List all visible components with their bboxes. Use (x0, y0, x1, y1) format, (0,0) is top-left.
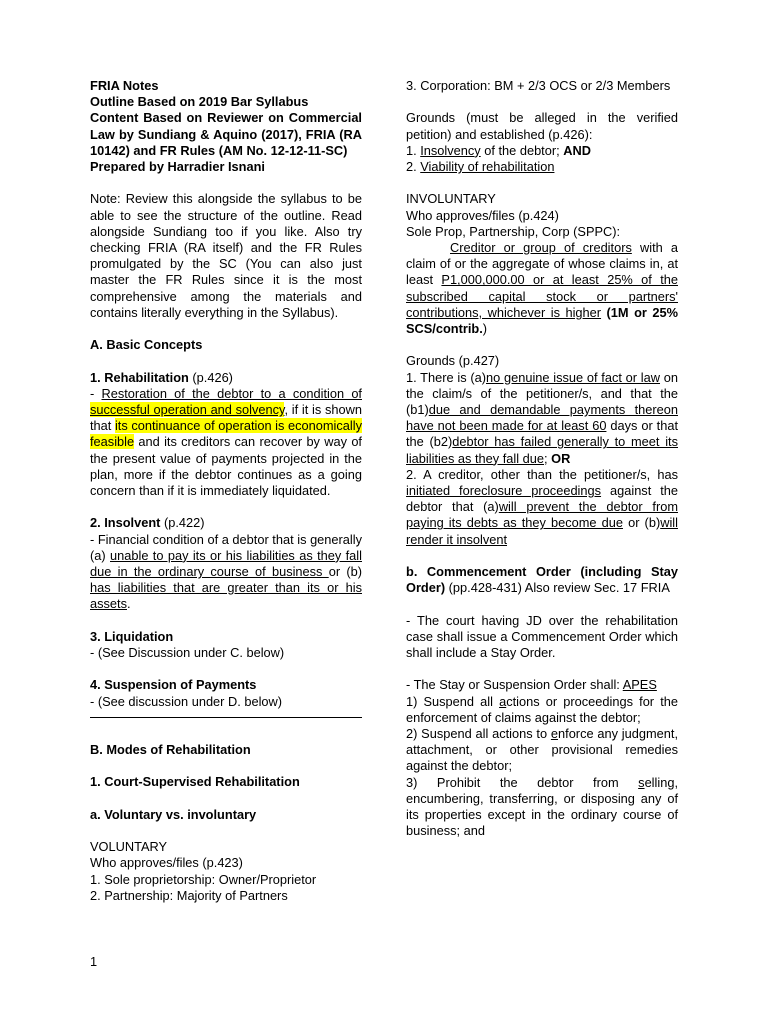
highlighted-text: its continuance of operation is economically feasible (90, 418, 362, 450)
underlined-text: Viability of rehabilitation (420, 159, 555, 174)
text-run: 3) Prohibit the debtor from (406, 774, 639, 790)
stay-order-apes (406, 677, 678, 693)
involuntary-who-files: Who approves/files (p.424) (406, 207, 559, 223)
text-run: 1. (406, 142, 421, 158)
stay-order-item-3 (406, 775, 678, 840)
doc-subtitle-outline: Outline Based on 2019 Bar Syllabus (90, 94, 309, 110)
underlined-text: P1,000,000.00 or at least 25% of the subscribed capital stock or partners' contributions, whichever is higher (406, 272, 678, 320)
involuntary-ground-2 (406, 467, 678, 548)
insolvent-heading (90, 515, 362, 531)
voluntary-vs-involuntary-heading: a. Voluntary vs. involuntary (90, 806, 257, 822)
stay-order-item-1 (406, 694, 678, 726)
grounds-involuntary-heading: Grounds (p.427) (406, 353, 500, 369)
text-run: - (90, 385, 102, 401)
text-run: or (b) (328, 564, 362, 580)
text-run: ) (482, 321, 488, 337)
page-number: 1 (90, 954, 98, 969)
text-run: against the debtor that (a) (406, 483, 679, 515)
section-b-heading: B. Modes of Rehabilitation (90, 742, 251, 758)
text-run: days or that the (b2) (406, 418, 678, 450)
underlined-text: Creditor or group of creditors (450, 240, 632, 255)
insolvent-definition (90, 532, 362, 613)
text-run: with a claim of or the aggregate of whose claims in, at least (406, 240, 678, 288)
doc-title: FRIA Notes (90, 78, 159, 93)
court-supervised-heading: 1. Court-Supervised Rehabilitation (90, 774, 300, 790)
bold-text: OR (551, 450, 571, 466)
section-divider (90, 717, 362, 718)
voluntary-item-3: 3. Corporation: BM + 2/3 OCS or 2/3 Members (406, 78, 671, 93)
text-run: on the claim/s of the petitioner/s, and that the (b1) (406, 369, 678, 418)
underlined-text: no genuine issue of fact or law (486, 369, 661, 385)
underlined-text: a (499, 693, 507, 709)
underlined-text: debtor has failed generally to meet its liabilities as they fall due (406, 434, 678, 466)
grounds-voluntary-heading: Grounds (must be alleged in the verified petition) and established (p.426): (406, 110, 678, 142)
highlighted-text: successful operation and solvency (90, 402, 285, 418)
doc-author: Prepared by Harradier Isnani (90, 159, 265, 175)
underlined-text: Insolvency (420, 142, 481, 158)
suspension-heading: 4. Suspension of Payments (90, 677, 257, 693)
underlined-text: initiated foreclosure proceedings (406, 483, 602, 499)
insolvent-page-ref: (p.422) (160, 515, 205, 531)
underlined-text: will render it insolvent (406, 515, 678, 547)
text-run: 1) Suspend all (406, 693, 500, 709)
voluntary-item-2: 2. Partnership: Majority of Partners (90, 887, 288, 903)
liquidation-note: - (See Discussion under C. below) (90, 645, 285, 661)
text-run: or (b) (622, 515, 661, 531)
ground-viability (406, 159, 678, 175)
stay-order-item-2 (406, 726, 678, 775)
rehabilitation-heading (90, 370, 362, 386)
insolvent-label: 2. Insolvent (90, 515, 161, 531)
underlined-text: APES (622, 677, 657, 693)
liquidation-heading: 3. Liquidation (90, 628, 174, 644)
text-run: 1. There is (a) (406, 369, 486, 385)
underlined-text: due and demandable payments thereon have not been made for at least 60 (406, 402, 678, 434)
voluntary-who-files: Who approves/files (p.423) (90, 855, 243, 871)
underlined-text: e (550, 726, 559, 742)
underlined-text: unable to pay its or his liabilities as they fall due in the ordinary course of business (90, 547, 362, 580)
bold-text: (1M or 25% SCS/contrib. (406, 304, 678, 337)
suspension-note: - (See discussion under D. below) (90, 693, 283, 709)
underlined-text: s (638, 774, 645, 790)
text-run: and its creditors can recover by way of the present value of payments projected in the plan, more if the debtor continues as a going concern than if it is immediately liquidated. (90, 434, 362, 499)
commencement-order-description: - The court having JD over the rehabilitation case shall issue a Commencement Order which shall include a Stay Order. (406, 612, 678, 661)
rehabilitation-label: 1. Rehabilitation (90, 369, 189, 385)
voluntary-label: VOLUNTARY (90, 839, 168, 855)
involuntary-ground-1 (406, 370, 678, 467)
underlined-text: will prevent the debtor from paying its debts as they become due (406, 499, 678, 531)
section-a-heading: A. Basic Concepts (90, 337, 203, 353)
text-run: of the debtor; (480, 142, 564, 158)
ground-insolvency (406, 143, 678, 159)
rehabilitation-page-ref: (p.426) (188, 369, 233, 385)
text-run: nforce any judgment, attachment, or other provisional remedies against the debtor; (406, 726, 678, 774)
text-run: 2. A creditor, other than the petitioner/s, has (406, 466, 678, 482)
involuntary-label: INVOLUNTARY (406, 191, 496, 207)
voluntary-item-1: 1. Sole proprietorship: Owner/Proprietor (90, 871, 317, 887)
text-run: - The Stay or Suspension Order shall: (406, 677, 623, 693)
underlined-text: Restoration of the debtor to a condition of (101, 385, 362, 401)
text-run: , if it is shown that (90, 402, 362, 434)
text-run: ; (544, 450, 552, 466)
creditor-threshold (406, 240, 678, 337)
doc-subtitle-content: Content Based on Reviewer on Commercial Law by Sundiang & Aquino (2017), FRIA (RA 10142) and FR Rules (AM No. 12-12-11-SC) (90, 110, 362, 158)
text-run: elling, encumbering, transferring, or disposing any of its properties except in the ordinary course of business; and (406, 774, 678, 839)
involuntary-sppc: Sole Prop, Partnership, Corp (SPPC): (406, 223, 621, 239)
text-run: 2) Suspend all actions to (406, 726, 551, 742)
bold-text: AND (563, 142, 591, 158)
text-run: (pp.428-431) Also review Sec. 17 FRIA (445, 580, 670, 596)
underlined-text: has liabilities that are greater than its or his assets (90, 580, 362, 612)
text-run: ctions or proceedings for the enforcement of claims against the debtor; (406, 693, 678, 725)
review-note: Note: Review this alongside the syllabus to be able to see the structure of the outline. Read alongside Sundiang too if you like. Also try checking FRIA (RA itself) and the FR Rules promulgated by the SC (You can also just master the FR Rules since it is the most comprehensive among the materials and contains literally everything in the Syllabus). (90, 191, 362, 320)
text-run: . (127, 596, 131, 612)
commencement-order-heading (406, 564, 678, 596)
text-run: - Financial condition of a debtor that is generally (a) (90, 531, 362, 563)
text-run: 2. (406, 159, 421, 174)
bold-text: b. Commencement Order (including Stay Order) (406, 564, 678, 596)
left-column (90, 78, 362, 904)
right-column (406, 78, 678, 839)
rehabilitation-definition (90, 386, 362, 499)
